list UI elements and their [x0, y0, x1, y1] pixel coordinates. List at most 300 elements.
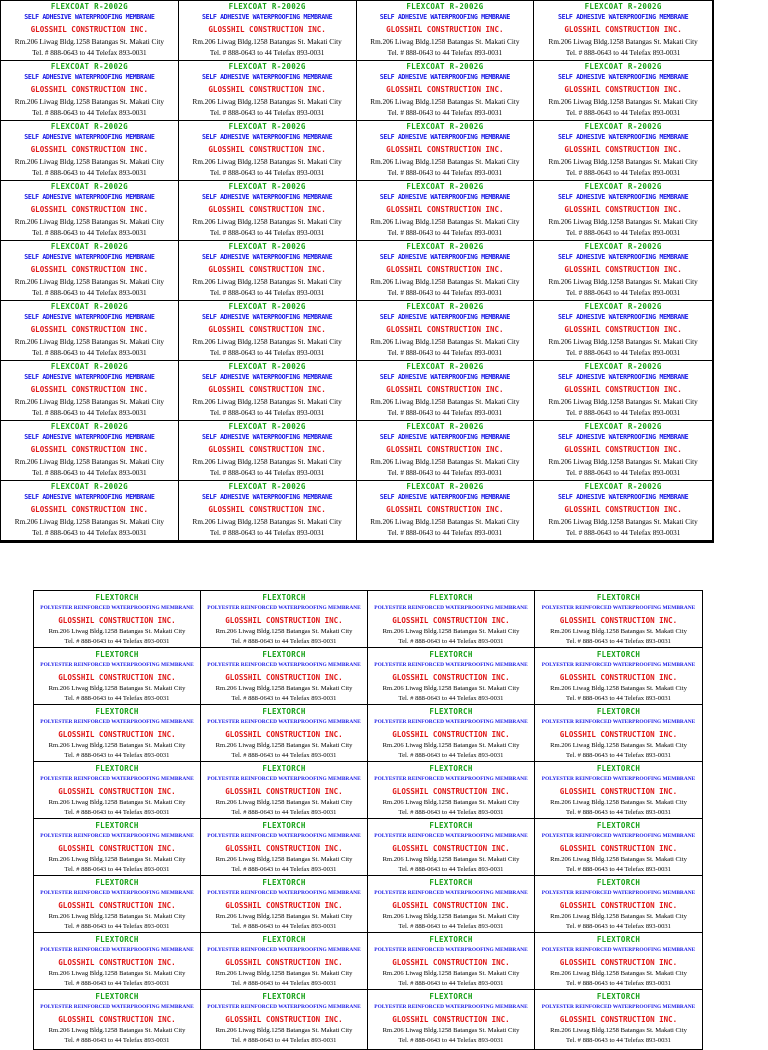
product-name: FLEXTORCH [262, 764, 306, 773]
product-name: FLEXCOAT R-2002G [50, 362, 128, 371]
product-description: POLYESTER REINFORCED WATERPROOFING MEMBRANE [374, 832, 528, 839]
flexcoat-label [1, 301, 179, 361]
product-description: SELF ADHESIVE WATERPROOFING MEMBRANE [557, 72, 689, 81]
product-description: SELF ADHESIVE WATERPROOFING MEMBRANE [557, 372, 689, 381]
company-telephone: Tel. # 888-0643 to 44 Telefax 893-0031 [32, 228, 147, 237]
company-address: Rm.206 Liwag Bldg.1258 Batangas St. Makati City [382, 742, 520, 750]
company-telephone: Tel. # 888-0643 to 44 Telefax 893-0031 [387, 48, 503, 57]
flexcoat-label [357, 181, 535, 241]
flextorch-label [368, 819, 535, 876]
company-telephone: Tel. # 888-0643 to 44 Telefax 893-0031 [398, 866, 504, 873]
company-address: Rm.206 Liwag Bldg.1258 Batangas St. Makati City [548, 277, 698, 286]
product-name: FLEXCOAT R-2002G [584, 302, 662, 311]
company-address: Rm.206 Liwag Bldg.1258 Batangas St. Makati City [550, 970, 687, 978]
company-name: GLOSSHIL CONSTRUCTION INC. [392, 1014, 510, 1024]
flexcoat-label [1, 421, 179, 481]
flexcoat-label [357, 421, 535, 481]
company-telephone: Tel. # 888-0643 to 44 Telefax 893-0031 [209, 108, 325, 117]
flextorch-label [535, 876, 702, 933]
company-address: Rm.206 Liwag Bldg.1258 Batangas St. Makati City [48, 742, 186, 750]
company-name: GLOSSHIL CONSTRUCTION INC. [208, 145, 326, 155]
product-description: SELF ADHESIVE WATERPROOFING MEMBRANE [557, 12, 689, 21]
company-telephone: Tel. # 888-0643 to 44 Telefax 893-0031 [387, 108, 503, 117]
company-name: GLOSSHIL CONSTRUCTION INC. [564, 265, 682, 275]
product-description: POLYESTER REINFORCED WATERPROOFING MEMBRANE [207, 946, 361, 953]
company-telephone: Tel. # 888-0643 to 44 Telefax 893-0031 [565, 168, 681, 177]
company-name: GLOSSHIL CONSTRUCTION INC. [559, 729, 678, 739]
company-address: Rm.206 Liwag Bldg.1258 Batangas St. Makati City [370, 457, 520, 466]
flexcoat-label [357, 121, 535, 181]
company-telephone: Tel. # 888-0643 to 44 Telefax 893-0031 [231, 1037, 337, 1044]
company-name: GLOSSHIL CONSTRUCTION INC. [58, 615, 176, 625]
company-telephone: Tel. # 888-0643 to 44 Telefax 893-0031 [209, 348, 325, 357]
product-description: SELF ADHESIVE WATERPROOFING MEMBRANE [201, 372, 333, 381]
product-name: FLEXTORCH [429, 650, 473, 659]
company-name: GLOSSHIL CONSTRUCTION INC. [386, 145, 504, 155]
company-address: Rm.206 Liwag Bldg.1258 Batangas St. Makati City [14, 97, 164, 106]
company-name: GLOSSHIL CONSTRUCTION INC. [392, 615, 510, 625]
product-description: SELF ADHESIVE WATERPROOFING MEMBRANE [24, 372, 155, 381]
product-description: POLYESTER REINFORCED WATERPROOFING MEMBRANE [374, 604, 528, 611]
company-address: Rm.206 Liwag Bldg.1258 Batangas St. Makati City [215, 970, 353, 978]
company-address: Rm.206 Liwag Bldg.1258 Batangas St. Makati City [550, 1027, 687, 1035]
company-telephone: Tel. # 888-0643 to 44 Telefax 893-0031 [565, 288, 681, 297]
product-description: POLYESTER REINFORCED WATERPROOFING MEMBRANE [40, 718, 194, 725]
company-name: GLOSSHIL CONSTRUCTION INC. [58, 957, 176, 967]
company-name: GLOSSHIL CONSTRUCTION INC. [564, 325, 682, 335]
company-address: Rm.206 Liwag Bldg.1258 Batangas St. Makati City [550, 742, 687, 750]
product-description: POLYESTER REINFORCED WATERPROOFING MEMBRANE [207, 604, 361, 611]
product-name: FLEXCOAT R-2002G [50, 2, 128, 11]
product-description: SELF ADHESIVE WATERPROOFING MEMBRANE [557, 312, 689, 321]
company-address: Rm.206 Liwag Bldg.1258 Batangas St. Makati City [215, 628, 353, 636]
company-telephone: Tel. # 888-0643 to 44 Telefax 893-0031 [64, 752, 170, 759]
company-name: GLOSSHIL CONSTRUCTION INC. [392, 900, 510, 910]
flextorch-label [201, 933, 368, 990]
company-telephone: Tel. # 888-0643 to 44 Telefax 893-0031 [231, 638, 337, 645]
product-description: SELF ADHESIVE WATERPROOFING MEMBRANE [557, 192, 689, 201]
flextorch-label [201, 648, 368, 705]
company-telephone: Tel. # 888-0643 to 44 Telefax 893-0031 [32, 468, 147, 477]
product-description: SELF ADHESIVE WATERPROOFING MEMBRANE [379, 132, 511, 141]
product-name: FLEXCOAT R-2002G [584, 362, 662, 371]
product-name: FLEXCOAT R-2002G [228, 62, 306, 71]
company-address: Rm.206 Liwag Bldg.1258 Batangas St. Makati City [215, 856, 353, 864]
company-name: GLOSSHIL CONSTRUCTION INC. [564, 385, 682, 395]
company-name: GLOSSHIL CONSTRUCTION INC. [564, 445, 682, 455]
product-name: FLEXCOAT R-2002G [406, 182, 484, 191]
product-name: FLEXCOAT R-2002G [50, 182, 128, 191]
company-telephone: Tel. # 888-0643 to 44 Telefax 893-0031 [231, 695, 337, 702]
company-name: GLOSSHIL CONSTRUCTION INC. [559, 957, 678, 967]
company-name: GLOSSHIL CONSTRUCTION INC. [559, 900, 678, 910]
flexcoat-label [534, 121, 712, 181]
company-address: Rm.206 Liwag Bldg.1258 Batangas St. Makati City [215, 742, 353, 750]
company-name: GLOSSHIL CONSTRUCTION INC. [58, 729, 176, 739]
company-name: GLOSSHIL CONSTRUCTION INC. [225, 729, 343, 739]
flexcoat-label [534, 301, 712, 361]
company-telephone: Tel. # 888-0643 to 44 Telefax 893-0031 [566, 752, 671, 759]
company-address: Rm.206 Liwag Bldg.1258 Batangas St. Makati City [382, 628, 520, 636]
product-name: FLEXTORCH [262, 707, 306, 716]
product-name: FLEXCOAT R-2002G [228, 482, 306, 491]
product-description: POLYESTER REINFORCED WATERPROOFING MEMBRANE [374, 775, 528, 782]
product-description: SELF ADHESIVE WATERPROOFING MEMBRANE [379, 192, 511, 201]
flexcoat-label [1, 181, 179, 241]
company-name: GLOSSHIL CONSTRUCTION INC. [58, 786, 176, 796]
company-name: GLOSSHIL CONSTRUCTION INC. [208, 205, 326, 215]
product-name: FLEXCOAT R-2002G [584, 2, 662, 11]
product-name: FLEXCOAT R-2002G [584, 422, 662, 431]
product-name: FLEXTORCH [262, 878, 306, 887]
product-description: POLYESTER REINFORCED WATERPROOFING MEMBRANE [40, 661, 194, 668]
flexcoat-label [534, 481, 712, 541]
company-name: GLOSSHIL CONSTRUCTION INC. [559, 672, 678, 682]
product-description: SELF ADHESIVE WATERPROOFING MEMBRANE [201, 252, 333, 261]
company-name: GLOSSHIL CONSTRUCTION INC. [386, 25, 504, 35]
company-name: GLOSSHIL CONSTRUCTION INC. [564, 85, 682, 95]
flexcoat-label [534, 181, 712, 241]
company-telephone: Tel. # 888-0643 to 44 Telefax 893-0031 [566, 923, 671, 930]
company-address: Rm.206 Liwag Bldg.1258 Batangas St. Makati City [548, 337, 698, 346]
company-name: GLOSSHIL CONSTRUCTION INC. [225, 615, 343, 625]
company-telephone: Tel. # 888-0643 to 44 Telefax 893-0031 [566, 638, 671, 645]
product-name: FLEXCOAT R-2002G [50, 242, 128, 251]
company-name: GLOSSHIL CONSTRUCTION INC. [559, 786, 678, 796]
company-name: GLOSSHIL CONSTRUCTION INC. [386, 205, 504, 215]
flextorch-label [34, 819, 201, 876]
product-name: FLEXTORCH [429, 992, 473, 1001]
company-address: Rm.206 Liwag Bldg.1258 Batangas St. Makati City [48, 799, 186, 807]
company-name: GLOSSHIL CONSTRUCTION INC. [392, 729, 510, 739]
company-address: Rm.206 Liwag Bldg.1258 Batangas St. Makati City [14, 217, 164, 226]
company-address: Rm.206 Liwag Bldg.1258 Batangas St. Makati City [382, 1027, 520, 1035]
product-description: SELF ADHESIVE WATERPROOFING MEMBRANE [557, 432, 689, 441]
flexcoat-label [179, 61, 357, 121]
product-description: SELF ADHESIVE WATERPROOFING MEMBRANE [557, 132, 689, 141]
company-name: GLOSSHIL CONSTRUCTION INC. [208, 25, 326, 35]
company-address: Rm.206 Liwag Bldg.1258 Batangas St. Makati City [382, 685, 520, 693]
flexcoat-label [179, 121, 357, 181]
company-telephone: Tel. # 888-0643 to 44 Telefax 893-0031 [566, 980, 671, 987]
flexcoat-label [357, 361, 535, 421]
flexcoat-label [357, 301, 535, 361]
product-description: SELF ADHESIVE WATERPROOFING MEMBRANE [557, 252, 689, 261]
company-name: GLOSSHIL CONSTRUCTION INC. [208, 85, 326, 95]
company-address: Rm.206 Liwag Bldg.1258 Batangas St. Makati City [548, 217, 698, 226]
product-description: POLYESTER REINFORCED WATERPROOFING MEMBRANE [40, 832, 194, 839]
product-description: POLYESTER REINFORCED WATERPROOFING MEMBRANE [207, 661, 361, 668]
company-telephone: Tel. # 888-0643 to 44 Telefax 893-0031 [565, 468, 681, 477]
product-description: SELF ADHESIVE WATERPROOFING MEMBRANE [201, 492, 333, 501]
product-name: FLEXTORCH [596, 935, 641, 944]
company-address: Rm.206 Liwag Bldg.1258 Batangas St. Makati City [14, 37, 164, 46]
company-name: GLOSSHIL CONSTRUCTION INC. [208, 385, 326, 395]
company-telephone: Tel. # 888-0643 to 44 Telefax 893-0031 [64, 980, 170, 987]
product-name: FLEXCOAT R-2002G [228, 182, 306, 191]
company-address: Rm.206 Liwag Bldg.1258 Batangas St. Makati City [548, 157, 698, 166]
company-name: GLOSSHIL CONSTRUCTION INC. [208, 265, 326, 275]
company-address: Rm.206 Liwag Bldg.1258 Batangas St. Makati City [14, 157, 164, 166]
flexcoat-label [357, 1, 535, 61]
product-name: FLEXCOAT R-2002G [406, 422, 484, 431]
flextorch-label [34, 591, 201, 648]
product-name: FLEXTORCH [596, 593, 641, 602]
company-address: Rm.206 Liwag Bldg.1258 Batangas St. Makati City [370, 157, 520, 166]
company-telephone: Tel. # 888-0643 to 44 Telefax 893-0031 [398, 980, 504, 987]
product-name: FLEXTORCH [596, 650, 641, 659]
company-telephone: Tel. # 888-0643 to 44 Telefax 893-0031 [231, 980, 337, 987]
product-name: FLEXTORCH [95, 878, 139, 887]
company-name: GLOSSHIL CONSTRUCTION INC. [30, 205, 149, 215]
flexcoat-label [179, 481, 357, 541]
company-telephone: Tel. # 888-0643 to 44 Telefax 893-0031 [64, 866, 170, 873]
flextorch-label [368, 591, 535, 648]
company-telephone: Tel. # 888-0643 to 44 Telefax 893-0031 [32, 168, 147, 177]
company-name: GLOSSHIL CONSTRUCTION INC. [392, 843, 510, 853]
company-telephone: Tel. # 888-0643 to 44 Telefax 893-0031 [398, 1037, 504, 1044]
company-telephone: Tel. # 888-0643 to 44 Telefax 893-0031 [64, 638, 170, 645]
company-address: Rm.206 Liwag Bldg.1258 Batangas St. Makati City [382, 856, 520, 864]
company-telephone: Tel. # 888-0643 to 44 Telefax 893-0031 [398, 923, 504, 930]
company-telephone: Tel. # 888-0643 to 44 Telefax 893-0031 [387, 468, 503, 477]
company-name: GLOSSHIL CONSTRUCTION INC. [564, 25, 682, 35]
product-name: FLEXCOAT R-2002G [406, 122, 484, 131]
company-address: Rm.206 Liwag Bldg.1258 Batangas St. Makati City [48, 1027, 186, 1035]
company-name: GLOSSHIL CONSTRUCTION INC. [386, 385, 504, 395]
flextorch-label [368, 705, 535, 762]
company-name: GLOSSHIL CONSTRUCTION INC. [386, 85, 504, 95]
flextorch-label [368, 762, 535, 819]
product-name: FLEXCOAT R-2002G [228, 302, 306, 311]
product-name: FLEXTORCH [596, 764, 641, 773]
company-telephone: Tel. # 888-0643 to 44 Telefax 893-0031 [566, 866, 671, 873]
product-description: SELF ADHESIVE WATERPROOFING MEMBRANE [201, 192, 333, 201]
company-telephone: Tel. # 888-0643 to 44 Telefax 893-0031 [231, 809, 337, 816]
product-description: SELF ADHESIVE WATERPROOFING MEMBRANE [24, 432, 155, 441]
flextorch-label [201, 876, 368, 933]
company-telephone: Tel. # 888-0643 to 44 Telefax 893-0031 [209, 408, 325, 417]
product-name: FLEXTORCH [596, 821, 641, 830]
company-name: GLOSSHIL CONSTRUCTION INC. [225, 843, 343, 853]
company-telephone: Tel. # 888-0643 to 44 Telefax 893-0031 [231, 752, 337, 759]
company-address: Rm.206 Liwag Bldg.1258 Batangas St. Makati City [48, 970, 186, 978]
flextorch-label [535, 990, 702, 1050]
company-address: Rm.206 Liwag Bldg.1258 Batangas St. Makati City [192, 37, 342, 46]
product-description: SELF ADHESIVE WATERPROOFING MEMBRANE [201, 72, 333, 81]
company-address: Rm.206 Liwag Bldg.1258 Batangas St. Makati City [382, 913, 520, 921]
company-address: Rm.206 Liwag Bldg.1258 Batangas St. Makati City [370, 337, 520, 346]
company-address: Rm.206 Liwag Bldg.1258 Batangas St. Makati City [548, 37, 698, 46]
product-description: SELF ADHESIVE WATERPROOFING MEMBRANE [201, 12, 333, 21]
company-address: Rm.206 Liwag Bldg.1258 Batangas St. Makati City [370, 97, 520, 106]
company-telephone: Tel. # 888-0643 to 44 Telefax 893-0031 [565, 528, 681, 537]
product-name: FLEXCOAT R-2002G [50, 62, 128, 71]
company-address: Rm.206 Liwag Bldg.1258 Batangas St. Makati City [192, 97, 342, 106]
product-description: POLYESTER REINFORCED WATERPROOFING MEMBRANE [541, 946, 696, 953]
product-name: FLEXTORCH [429, 593, 473, 602]
company-address: Rm.206 Liwag Bldg.1258 Batangas St. Makati City [548, 457, 698, 466]
company-address: Rm.206 Liwag Bldg.1258 Batangas St. Makati City [370, 277, 520, 286]
company-telephone: Tel. # 888-0643 to 44 Telefax 893-0031 [64, 923, 170, 930]
company-name: GLOSSHIL CONSTRUCTION INC. [225, 900, 343, 910]
product-description: POLYESTER REINFORCED WATERPROOFING MEMBRANE [374, 889, 528, 896]
product-name: FLEXTORCH [262, 992, 306, 1001]
company-telephone: Tel. # 888-0643 to 44 Telefax 893-0031 [231, 923, 337, 930]
company-telephone: Tel. # 888-0643 to 44 Telefax 893-0031 [209, 48, 325, 57]
company-telephone: Tel. # 888-0643 to 44 Telefax 893-0031 [64, 695, 170, 702]
product-name: FLEXCOAT R-2002G [406, 302, 484, 311]
company-telephone: Tel. # 888-0643 to 44 Telefax 893-0031 [209, 228, 325, 237]
company-address: Rm.206 Liwag Bldg.1258 Batangas St. Makati City [48, 856, 186, 864]
product-description: SELF ADHESIVE WATERPROOFING MEMBRANE [24, 132, 155, 141]
product-name: FLEXCOAT R-2002G [50, 122, 128, 131]
company-telephone: Tel. # 888-0643 to 44 Telefax 893-0031 [32, 108, 147, 117]
company-telephone: Tel. # 888-0643 to 44 Telefax 893-0031 [64, 1037, 170, 1044]
flextorch-label [535, 591, 702, 648]
company-address: Rm.206 Liwag Bldg.1258 Batangas St. Makati City [192, 397, 342, 406]
flexcoat-label [357, 61, 535, 121]
company-telephone: Tel. # 888-0643 to 44 Telefax 893-0031 [566, 695, 671, 702]
company-telephone: Tel. # 888-0643 to 44 Telefax 893-0031 [209, 528, 325, 537]
product-name: FLEXCOAT R-2002G [584, 62, 662, 71]
company-address: Rm.206 Liwag Bldg.1258 Batangas St. Makati City [550, 913, 687, 921]
company-telephone: Tel. # 888-0643 to 44 Telefax 893-0031 [209, 468, 325, 477]
product-description: SELF ADHESIVE WATERPROOFING MEMBRANE [379, 252, 511, 261]
product-description: SELF ADHESIVE WATERPROOFING MEMBRANE [24, 12, 155, 21]
product-description: SELF ADHESIVE WATERPROOFING MEMBRANE [24, 192, 155, 201]
product-description: POLYESTER REINFORCED WATERPROOFING MEMBRANE [374, 1003, 528, 1010]
flextorch-label [535, 762, 702, 819]
company-address: Rm.206 Liwag Bldg.1258 Batangas St. Makati City [192, 517, 342, 526]
flextorch-label [535, 819, 702, 876]
label-sheet-flextorch [33, 590, 703, 1050]
product-description: POLYESTER REINFORCED WATERPROOFING MEMBRANE [374, 718, 528, 725]
flextorch-label [34, 648, 201, 705]
company-name: GLOSSHIL CONSTRUCTION INC. [559, 1014, 678, 1024]
company-address: Rm.206 Liwag Bldg.1258 Batangas St. Makati City [215, 913, 353, 921]
company-name: GLOSSHIL CONSTRUCTION INC. [30, 85, 149, 95]
company-name: GLOSSHIL CONSTRUCTION INC. [30, 265, 149, 275]
product-name: FLEXTORCH [429, 707, 473, 716]
flexcoat-label [179, 181, 357, 241]
product-name: FLEXTORCH [429, 764, 473, 773]
company-name: GLOSSHIL CONSTRUCTION INC. [392, 672, 510, 682]
product-name: FLEXTORCH [262, 593, 306, 602]
company-telephone: Tel. # 888-0643 to 44 Telefax 893-0031 [32, 48, 147, 57]
company-address: Rm.206 Liwag Bldg.1258 Batangas St. Makati City [14, 337, 164, 346]
product-name: FLEXCOAT R-2002G [406, 242, 484, 251]
product-description: POLYESTER REINFORCED WATERPROOFING MEMBRANE [207, 889, 361, 896]
company-telephone: Tel. # 888-0643 to 44 Telefax 893-0031 [32, 288, 147, 297]
flextorch-label [34, 990, 201, 1050]
flexcoat-label [179, 361, 357, 421]
product-name: FLEXTORCH [429, 935, 473, 944]
flextorch-label [535, 648, 702, 705]
product-name: FLEXTORCH [95, 821, 139, 830]
product-name: FLEXCOAT R-2002G [406, 62, 484, 71]
company-address: Rm.206 Liwag Bldg.1258 Batangas St. Makati City [382, 970, 520, 978]
flextorch-label [34, 933, 201, 990]
product-description: SELF ADHESIVE WATERPROOFING MEMBRANE [379, 432, 511, 441]
product-name: FLEXCOAT R-2002G [228, 242, 306, 251]
company-address: Rm.206 Liwag Bldg.1258 Batangas St. Makati City [192, 457, 342, 466]
product-description: SELF ADHESIVE WATERPROOFING MEMBRANE [379, 312, 511, 321]
company-name: GLOSSHIL CONSTRUCTION INC. [58, 672, 176, 682]
company-name: GLOSSHIL CONSTRUCTION INC. [225, 786, 343, 796]
company-telephone: Tel. # 888-0643 to 44 Telefax 893-0031 [566, 1037, 671, 1044]
company-address: Rm.206 Liwag Bldg.1258 Batangas St. Makati City [215, 1027, 353, 1035]
company-telephone: Tel. # 888-0643 to 44 Telefax 893-0031 [398, 638, 504, 645]
company-telephone: Tel. # 888-0643 to 44 Telefax 893-0031 [387, 348, 503, 357]
product-name: FLEXCOAT R-2002G [406, 362, 484, 371]
flexcoat-label [534, 241, 712, 301]
product-name: FLEXCOAT R-2002G [228, 362, 306, 371]
product-description: POLYESTER REINFORCED WATERPROOFING MEMBRANE [541, 1003, 696, 1010]
company-telephone: Tel. # 888-0643 to 44 Telefax 893-0031 [64, 809, 170, 816]
company-address: Rm.206 Liwag Bldg.1258 Batangas St. Makati City [548, 97, 698, 106]
company-address: Rm.206 Liwag Bldg.1258 Batangas St. Makati City [548, 517, 698, 526]
product-name: FLEXTORCH [95, 593, 139, 602]
product-description: POLYESTER REINFORCED WATERPROOFING MEMBRANE [541, 832, 696, 839]
flexcoat-label [1, 481, 179, 541]
label-sheet-flexcoat [0, 0, 714, 543]
product-description: SELF ADHESIVE WATERPROOFING MEMBRANE [24, 72, 155, 81]
company-address: Rm.206 Liwag Bldg.1258 Batangas St. Makati City [370, 37, 520, 46]
flexcoat-label [1, 241, 179, 301]
flexcoat-label [1, 121, 179, 181]
company-telephone: Tel. # 888-0643 to 44 Telefax 893-0031 [566, 809, 671, 816]
flextorch-label [201, 819, 368, 876]
product-description: POLYESTER REINFORCED WATERPROOFING MEMBRANE [541, 775, 696, 782]
flexcoat-label [179, 241, 357, 301]
product-name: FLEXTORCH [95, 935, 139, 944]
company-address: Rm.206 Liwag Bldg.1258 Batangas St. Makati City [382, 799, 520, 807]
product-name: FLEXTORCH [95, 650, 139, 659]
company-telephone: Tel. # 888-0643 to 44 Telefax 893-0031 [565, 348, 681, 357]
product-name: FLEXTORCH [429, 878, 473, 887]
company-address: Rm.206 Liwag Bldg.1258 Batangas St. Makati City [550, 799, 687, 807]
company-name: GLOSSHIL CONSTRUCTION INC. [30, 505, 149, 515]
flextorch-label [34, 876, 201, 933]
product-name: FLEXTORCH [262, 935, 306, 944]
product-name: FLEXCOAT R-2002G [584, 242, 662, 251]
flexcoat-label [179, 421, 357, 481]
product-name: FLEXCOAT R-2002G [50, 422, 128, 431]
product-name: FLEXCOAT R-2002G [406, 482, 484, 491]
company-name: GLOSSHIL CONSTRUCTION INC. [564, 505, 682, 515]
company-telephone: Tel. # 888-0643 to 44 Telefax 893-0031 [32, 408, 147, 417]
company-telephone: Tel. # 888-0643 to 44 Telefax 893-0031 [565, 108, 681, 117]
company-telephone: Tel. # 888-0643 to 44 Telefax 893-0031 [387, 228, 503, 237]
company-telephone: Tel. # 888-0643 to 44 Telefax 893-0031 [565, 48, 681, 57]
flexcoat-label [1, 1, 179, 61]
product-description: SELF ADHESIVE WATERPROOFING MEMBRANE [379, 372, 511, 381]
flextorch-label [368, 876, 535, 933]
product-description: SELF ADHESIVE WATERPROOFING MEMBRANE [379, 72, 511, 81]
company-name: GLOSSHIL CONSTRUCTION INC. [386, 265, 504, 275]
flexcoat-label [534, 61, 712, 121]
product-name: FLEXCOAT R-2002G [584, 182, 662, 191]
company-telephone: Tel. # 888-0643 to 44 Telefax 893-0031 [398, 809, 504, 816]
company-telephone: Tel. # 888-0643 to 44 Telefax 893-0031 [565, 408, 681, 417]
company-name: GLOSSHIL CONSTRUCTION INC. [58, 1014, 176, 1024]
company-telephone: Tel. # 888-0643 to 44 Telefax 893-0031 [565, 228, 681, 237]
company-address: Rm.206 Liwag Bldg.1258 Batangas St. Makati City [14, 397, 164, 406]
flextorch-label [368, 990, 535, 1050]
flextorch-label [368, 648, 535, 705]
company-address: Rm.206 Liwag Bldg.1258 Batangas St. Makati City [215, 799, 353, 807]
